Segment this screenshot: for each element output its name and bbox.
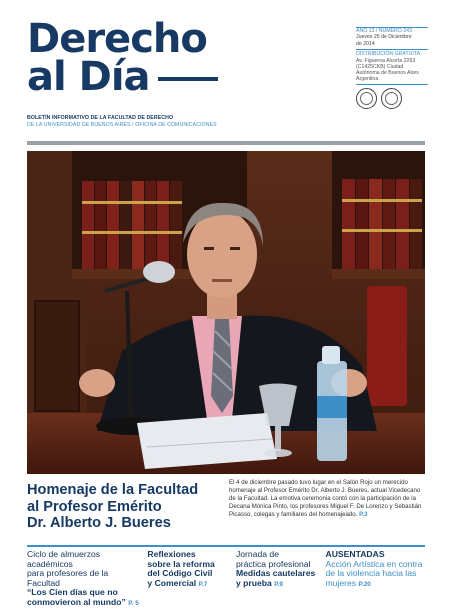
cover-headline xyxy=(27,482,222,532)
address-line4: Argentina xyxy=(356,76,379,83)
masthead-title-line2: al Día xyxy=(27,54,150,100)
teaser-code-reform[interactable] xyxy=(147,550,230,609)
issue-info xyxy=(356,27,428,109)
issue-rule-bottom xyxy=(356,84,428,85)
teaser-title-line: Medidas cautelares xyxy=(235,568,316,579)
teaser-title-line: AUSENTADAS xyxy=(325,549,385,559)
teaser-title-line: y Comercial xyxy=(147,577,197,588)
header-divider xyxy=(27,141,425,145)
university-seal-icon xyxy=(356,88,377,109)
masthead-title xyxy=(27,16,218,100)
teaser-title-line: “Los Cien días que no xyxy=(27,587,118,598)
address-line1: Av. Figueroa Alcorta 2263 xyxy=(356,57,416,64)
teaser-lunch-cycle[interactable] xyxy=(27,550,141,609)
teasers-divider xyxy=(27,545,425,547)
teaser-page: P.20 xyxy=(358,580,371,588)
teaser-title-line: conmovieron al mundo” xyxy=(27,596,126,607)
seals xyxy=(356,88,428,109)
cover-story-page-ref: P.3 xyxy=(359,511,368,519)
issue-number: AÑO 13 / NÚMERO 243 xyxy=(356,28,412,34)
teaser-professional-practice[interactable] xyxy=(236,550,324,609)
address-line3: Autónoma de Buenos Aires xyxy=(356,70,419,77)
cover-headline-line1: Homenaje de la Facultad xyxy=(27,482,199,498)
teaser-page: P.7 xyxy=(198,580,208,588)
teaser-pre-line: Jornada de xyxy=(235,549,279,559)
faculty-seal-icon xyxy=(381,88,402,109)
masthead-subtitle: BOLETÍN INFORMATIVO DE LA FACULTAD DE DERECHO xyxy=(27,115,174,121)
cover-story-body: El 4 de diciembre pasado tuvo lugar en el Salón Rojo un merecido homenaje al Profesor Emérito Dr. Alberto J. Bueres, actual Vicedecano de la Facultad. La emotiva ceremonia contó con la participación de la Decana Mónica Pinto, los profesores Miguel F. De Lorenzo y Sebastián Picasso, colegas y familiares del homenajeado. xyxy=(229,479,422,519)
teaser-title-line: del Código Civil xyxy=(147,568,213,579)
masthead-subtitle-secondary: DE LA UNIVERSIDAD DE BUENOS AIRES / OFICINA DE COMUNICACIONES xyxy=(27,122,217,128)
distribution-title: DISTRIBUCIÓN GRATUITA xyxy=(356,51,421,58)
cover-photo-illustration xyxy=(27,151,425,474)
teaser-post-line: de la violencia hacia las xyxy=(325,568,417,579)
teaser-pre-line: práctica profesional xyxy=(235,558,311,569)
teaser-post-line: Acción Artística en contra xyxy=(325,558,423,569)
teaser-pre-line: Ciclo de almuerzos académicos xyxy=(27,549,101,569)
teaser-title-line: sobre la reforma xyxy=(147,558,215,569)
books-left xyxy=(82,181,182,269)
cover-headline-line3: Dr. Alberto J. Bueres xyxy=(27,515,171,531)
books-right xyxy=(342,179,422,269)
cover-photo xyxy=(27,151,425,474)
masthead-dash xyxy=(158,77,218,81)
teaser-page: P.9 xyxy=(274,580,283,588)
teaser-title-line: y prueba xyxy=(235,577,272,588)
address-line2: (C1425CKB) Ciudad xyxy=(356,63,404,70)
masthead-title-line1: Derecho xyxy=(27,16,207,62)
cover-headline-line2: al Profesor Emérito xyxy=(27,498,162,515)
teaser-title-line: Reflexiones xyxy=(147,549,196,559)
teasers xyxy=(27,550,425,609)
issue-date-line2: de 2014 xyxy=(356,40,375,47)
teaser-pre-line: para profesores de la Facultad xyxy=(27,568,109,588)
teaser-post-line: mujeres xyxy=(325,577,357,588)
teaser-page: P. 5 xyxy=(128,599,139,607)
teaser-ausentadas[interactable] xyxy=(326,550,425,609)
masthead-title-line2-row xyxy=(27,54,218,100)
cover-story xyxy=(229,479,425,519)
issue-date-line1: Jueves 25 de Diciembre xyxy=(356,34,412,41)
